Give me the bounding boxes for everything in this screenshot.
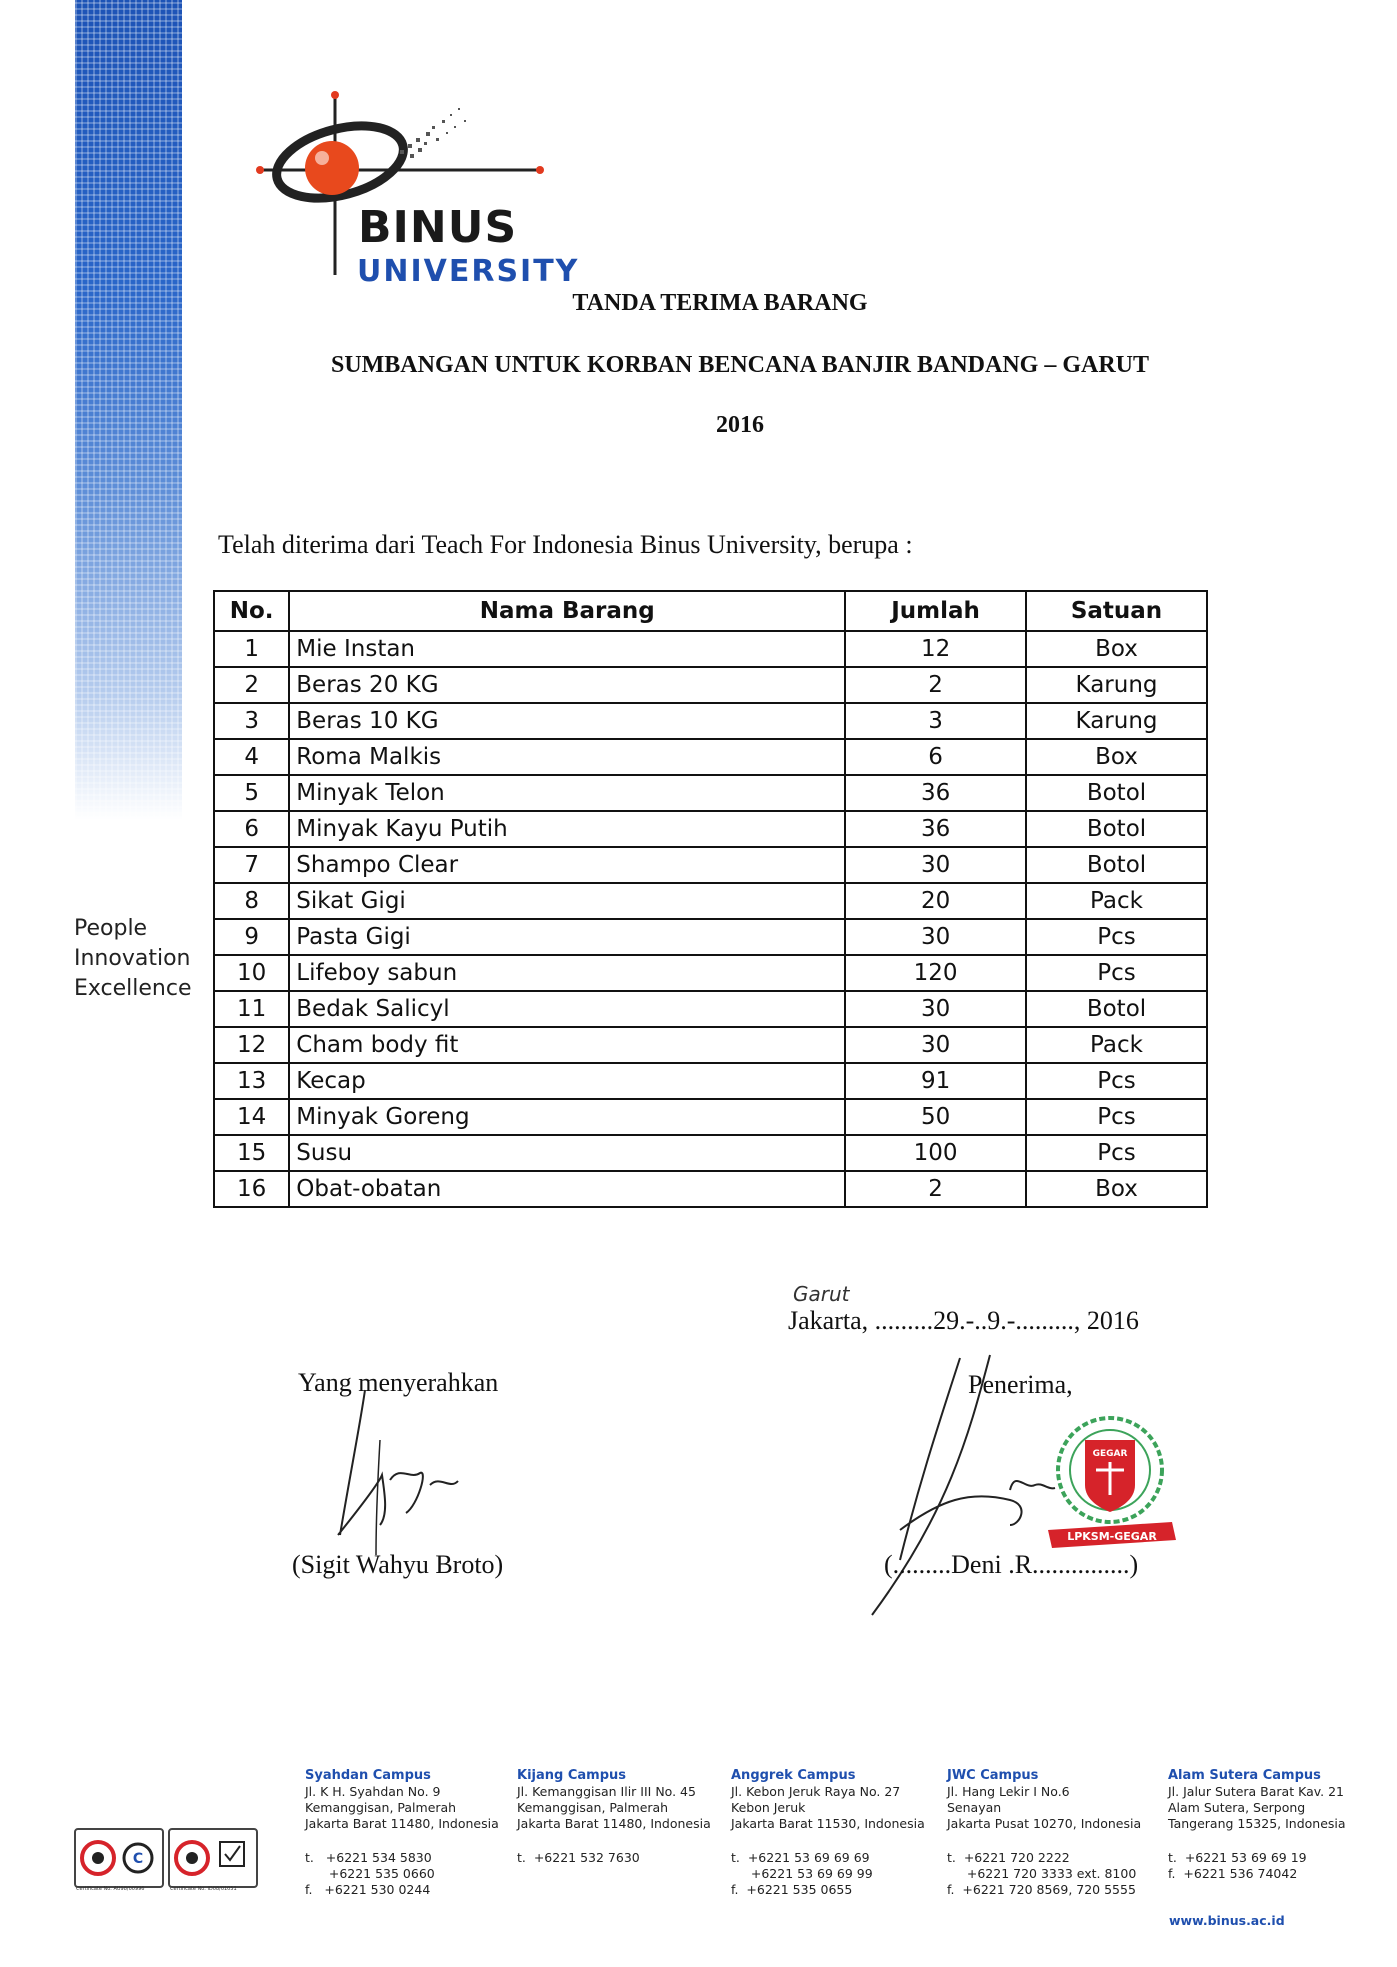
table-row (214, 703, 1207, 739)
tagline-line: Excellence (74, 976, 192, 1001)
row-no: 14 (214, 1099, 289, 1135)
giver-signature-icon (310, 1385, 520, 1565)
side-decorative-band (75, 0, 182, 820)
row-item-name: Minyak Kayu Putih (289, 811, 845, 847)
campus-contact-line: t. +6221 532 7630 (517, 1850, 640, 1865)
table-row (214, 955, 1207, 991)
header-no: No. (214, 591, 289, 631)
row-no: 8 (214, 883, 289, 919)
row-unit: Box (1026, 1171, 1207, 1207)
row-item-name: Beras 10 KG (289, 703, 845, 739)
row-unit: Botol (1026, 775, 1207, 811)
footer-campus (517, 1768, 711, 1866)
row-item-name: Lifeboy sabun (289, 955, 845, 991)
row-unit: Botol (1026, 847, 1207, 883)
row-no: 4 (214, 739, 289, 775)
website-link[interactable]: www.binus.ac.id (1169, 1913, 1285, 1928)
row-item-name: Sikat Gigi (289, 883, 845, 919)
campus-address-line: Jakarta Barat 11480, Indonesia (517, 1816, 711, 1831)
campus-contact-line: +6221 535 0660 (305, 1866, 435, 1881)
campus-address-line: Senayan (947, 1800, 1002, 1815)
row-unit: Botol (1026, 811, 1207, 847)
row-no: 7 (214, 847, 289, 883)
header-qty: Jumlah (845, 591, 1026, 631)
document-year: 2016 (716, 412, 764, 438)
row-no: 10 (214, 955, 289, 991)
row-no: 13 (214, 1063, 289, 1099)
certificate-caption: Certificate No. AU98/00996 (76, 1886, 145, 1892)
row-item-name: Kecap (289, 1063, 845, 1099)
document-subtitle: SUMBANGAN UNTUK KORBAN BENCANA BANJIR BANDANG – GARUT (330, 352, 1150, 378)
certification-badge-icon (168, 1828, 258, 1888)
row-no: 11 (214, 991, 289, 1027)
table-row (214, 847, 1207, 883)
row-unit: Karung (1026, 703, 1207, 739)
row-item-name: Bedak Salicyl (289, 991, 845, 1027)
svg-text:C: C (132, 1851, 144, 1867)
row-no: 1 (214, 631, 289, 667)
table-row (214, 775, 1207, 811)
row-quantity: 120 (845, 955, 1026, 991)
campus-address-line: Jl. Jalur Sutera Barat Kav. 21 (1168, 1784, 1345, 1799)
row-unit: Box (1026, 739, 1207, 775)
campus-contact-line: f. +6221 536 74042 (1168, 1866, 1298, 1881)
table-row (214, 1027, 1207, 1063)
row-quantity: 30 (845, 847, 1026, 883)
row-item-name: Minyak Goreng (289, 1099, 845, 1135)
campus-contact-line: t. +6221 534 5830 (305, 1850, 432, 1865)
row-item-name: Mie Instan (289, 631, 845, 667)
row-item-name: Pasta Gigi (289, 919, 845, 955)
row-quantity: 12 (845, 631, 1026, 667)
table-row (214, 811, 1207, 847)
row-quantity: 2 (845, 1171, 1026, 1207)
svg-text:GEGAR: GEGAR (1092, 1449, 1128, 1459)
campus-address-line: Tangerang 15325, Indonesia (1168, 1816, 1346, 1831)
tagline-line: Innovation (74, 946, 191, 971)
row-no: 12 (214, 1027, 289, 1063)
table-row (214, 1063, 1207, 1099)
table-row (214, 919, 1207, 955)
row-quantity: 50 (845, 1099, 1026, 1135)
items-table (213, 590, 1208, 1208)
row-quantity: 30 (845, 991, 1026, 1027)
campus-name: Alam Sutera Campus (1168, 1768, 1321, 1783)
row-no: 6 (214, 811, 289, 847)
campus-address-line: Jakarta Pusat 10270, Indonesia (947, 1816, 1142, 1831)
campus-name: Anggrek Campus (731, 1768, 856, 1783)
campus-name: Kijang Campus (517, 1768, 627, 1783)
campus-contact-line: +6221 53 69 69 99 (731, 1866, 873, 1881)
campus-address-line: Jl. K H. Syahdan No. 9 (305, 1784, 441, 1799)
campus-contact-line: t. +6221 53 69 69 19 (1168, 1850, 1307, 1865)
table-row (214, 1135, 1207, 1171)
campus-contact-line: f. +6221 535 0655 (731, 1882, 853, 1897)
row-no: 5 (214, 775, 289, 811)
campus-contact-line: +6221 720 3333 ext. 8100 (947, 1866, 1137, 1881)
certification-badge-icon (74, 1828, 164, 1888)
header-unit: Satuan (1026, 591, 1207, 631)
header-name: Nama Barang (289, 591, 845, 631)
row-item-name: Beras 20 KG (289, 667, 845, 703)
campus-contact-line: f. +6221 720 8569, 720 5555 (947, 1882, 1136, 1897)
row-unit: Pack (1026, 1027, 1207, 1063)
logo-subtitle: UNIVERSITY (357, 254, 580, 289)
campus-address-line: Jl. Hang Lekir I No.6 (947, 1784, 1070, 1799)
row-unit: Pcs (1026, 1135, 1207, 1171)
svg-text:LPKSM-GEGAR: LPKSM-GEGAR (1067, 1530, 1157, 1543)
row-quantity: 91 (845, 1063, 1026, 1099)
footer-campus (947, 1768, 1141, 1898)
giver-name: (Sigit Wahyu Broto) (292, 1550, 504, 1579)
row-no: 16 (214, 1171, 289, 1207)
footer-campus (305, 1768, 499, 1898)
row-unit: Pcs (1026, 919, 1207, 955)
campus-address-line: Kebon Jeruk (731, 1800, 806, 1815)
campus-contact-line: f. +6221 530 0244 (305, 1882, 431, 1897)
row-quantity: 30 (845, 1027, 1026, 1063)
row-quantity: 3 (845, 703, 1026, 739)
table-row (214, 883, 1207, 919)
table-row (214, 1099, 1207, 1135)
row-quantity: 100 (845, 1135, 1026, 1171)
table-row (214, 1171, 1207, 1207)
campus-contacts (1168, 1850, 1346, 1882)
campus-address-line: Jl. Kebon Jeruk Raya No. 27 (731, 1784, 901, 1799)
row-quantity: 6 (845, 739, 1026, 775)
row-no: 9 (214, 919, 289, 955)
row-unit: Pack (1026, 883, 1207, 919)
row-item-name: Obat-obatan (289, 1171, 845, 1207)
row-item-name: Cham body fit (289, 1027, 845, 1063)
campus-contacts (947, 1850, 1141, 1898)
campus-contacts (517, 1850, 711, 1866)
row-unit: Pcs (1026, 1063, 1207, 1099)
table-row (214, 631, 1207, 667)
row-quantity: 30 (845, 919, 1026, 955)
row-item-name: Minyak Telon (289, 775, 845, 811)
campus-address-line: Jakarta Barat 11480, Indonesia (305, 1816, 499, 1831)
row-unit: Karung (1026, 667, 1207, 703)
tagline-line: People (74, 916, 148, 941)
campus-address-line: Jl. Kemanggisan Ilir III No. 45 (517, 1784, 696, 1799)
campus-contacts (731, 1850, 925, 1898)
campus-address-line: Kemanggisan, Palmerah (305, 1800, 457, 1815)
place-date: Jakarta, .........29.-..9.-........., 2016 (788, 1306, 1139, 1335)
row-unit: Pcs (1026, 1099, 1207, 1135)
document-title: TANDA TERIMA BARANG (572, 290, 868, 316)
footer-campus (731, 1768, 925, 1898)
table-row (214, 667, 1207, 703)
receiver-name: (.........Deni .R...............) (884, 1550, 1139, 1579)
row-quantity: 20 (845, 883, 1026, 919)
table-header-row (214, 591, 1207, 631)
row-no: 15 (214, 1135, 289, 1171)
organization-stamp-icon (1040, 1410, 1180, 1560)
campus-address-line: Jakarta Barat 11530, Indonesia (731, 1816, 925, 1831)
row-quantity: 36 (845, 775, 1026, 811)
table-row (214, 739, 1207, 775)
campus-address-line: Kemanggisan, Palmerah (517, 1800, 669, 1815)
intro-text: Telah diterima dari Teach For Indonesia Binus University, berupa : (218, 530, 913, 559)
receiver-label: Penerima, (968, 1370, 1073, 1399)
row-quantity: 36 (845, 811, 1026, 847)
campus-contact-line: t. +6221 53 69 69 69 (731, 1850, 870, 1865)
row-item-name: Shampo Clear (289, 847, 845, 883)
row-item-name: Susu (289, 1135, 845, 1171)
footer-campus (1168, 1768, 1346, 1882)
row-quantity: 2 (845, 667, 1026, 703)
campus-contact-line: t. +6221 720 2222 (947, 1850, 1070, 1865)
row-unit: Box (1026, 631, 1207, 667)
giver-label: Yang menyerahkan (298, 1368, 499, 1397)
certificate-caption: Certificate No. ID08/01051 (170, 1886, 237, 1892)
row-unit: Pcs (1026, 955, 1207, 991)
table-row (214, 991, 1207, 1027)
campus-contacts (305, 1850, 499, 1898)
handwritten-place: Garut (793, 1282, 850, 1306)
row-no: 3 (214, 703, 289, 739)
logo-wordmark: BINUS (358, 202, 518, 253)
campus-address-line: Alam Sutera, Serpong (1168, 1800, 1306, 1815)
campus-name: Syahdan Campus (305, 1768, 431, 1783)
row-unit: Botol (1026, 991, 1207, 1027)
row-item-name: Roma Malkis (289, 739, 845, 775)
campus-name: JWC Campus (947, 1768, 1039, 1783)
row-no: 2 (214, 667, 289, 703)
tagline (74, 914, 192, 1004)
